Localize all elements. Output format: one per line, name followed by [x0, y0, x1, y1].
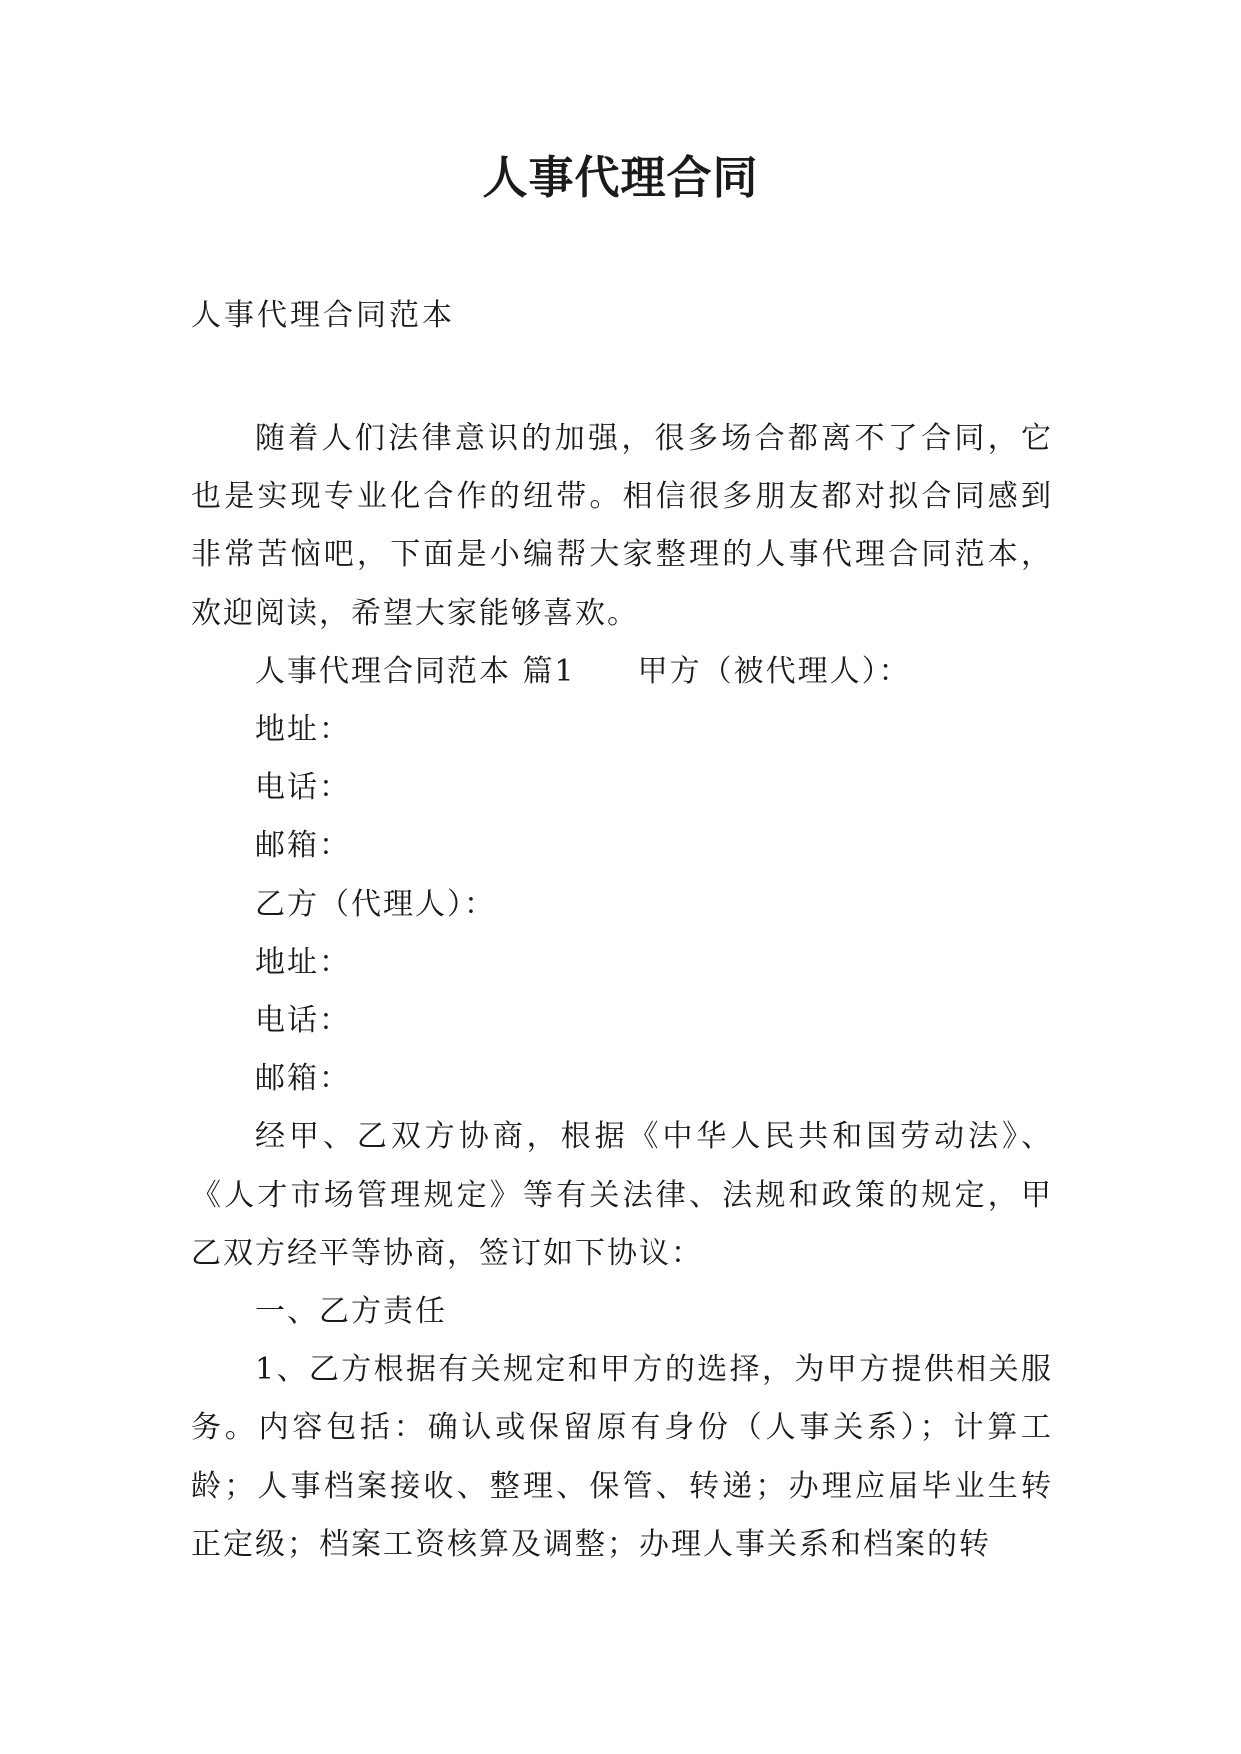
clause-one-heading: 一、乙方责任 — [255, 1294, 447, 1330]
document-body — [191, 410, 1053, 1574]
document-title: 人事代理合同 — [482, 151, 759, 204]
document-subtitle: 人事代理合同范本 — [191, 298, 455, 333]
party-b-address: 地址： — [255, 944, 351, 980]
clause-one-item-1: 1、乙方根据有关规定和甲方的选择，为甲方提供相关服务。内容包括：确认或保留原有身份（人事关系）；计算工龄；人事档案接收、整理、保管、转递；办理应届毕业生转正定级；档案工资核算及调整；办理人事关系和档案的转 — [191, 1352, 1053, 1562]
party-a-phone: 电话： — [255, 770, 351, 806]
section-heading-line — [191, 643, 1053, 701]
party-b-email: 邮箱： — [255, 1061, 351, 1097]
party-b-phone: 电话： — [255, 1003, 351, 1039]
party-a-address: 地址： — [255, 712, 351, 748]
preamble-paragraph: 经甲、乙双方协商，根据《中华人民共和国劳动法》、《人才市场管理规定》等有关法律、法规和政策的规定，甲乙双方经平等协商，签订如下协议： — [191, 1119, 1053, 1271]
party-a-email: 邮箱： — [255, 828, 351, 864]
section-heading: 人事代理合同范本 篇1 — [255, 653, 576, 689]
intro-paragraph: 随着人们法律意识的加强，很多场合都离不了合同，它也是实现专业化合作的纽带。相信很多朋友都对拟合同感到非常苦恼吧，下面是小编帮大家整理的人事代理合同范本，欢迎阅读，希望大家能够喜欢。 — [191, 421, 1053, 631]
party-a-heading: 甲方（被代理人）： — [637, 653, 911, 689]
party-b-heading: 乙方（代理人）： — [255, 886, 496, 922]
